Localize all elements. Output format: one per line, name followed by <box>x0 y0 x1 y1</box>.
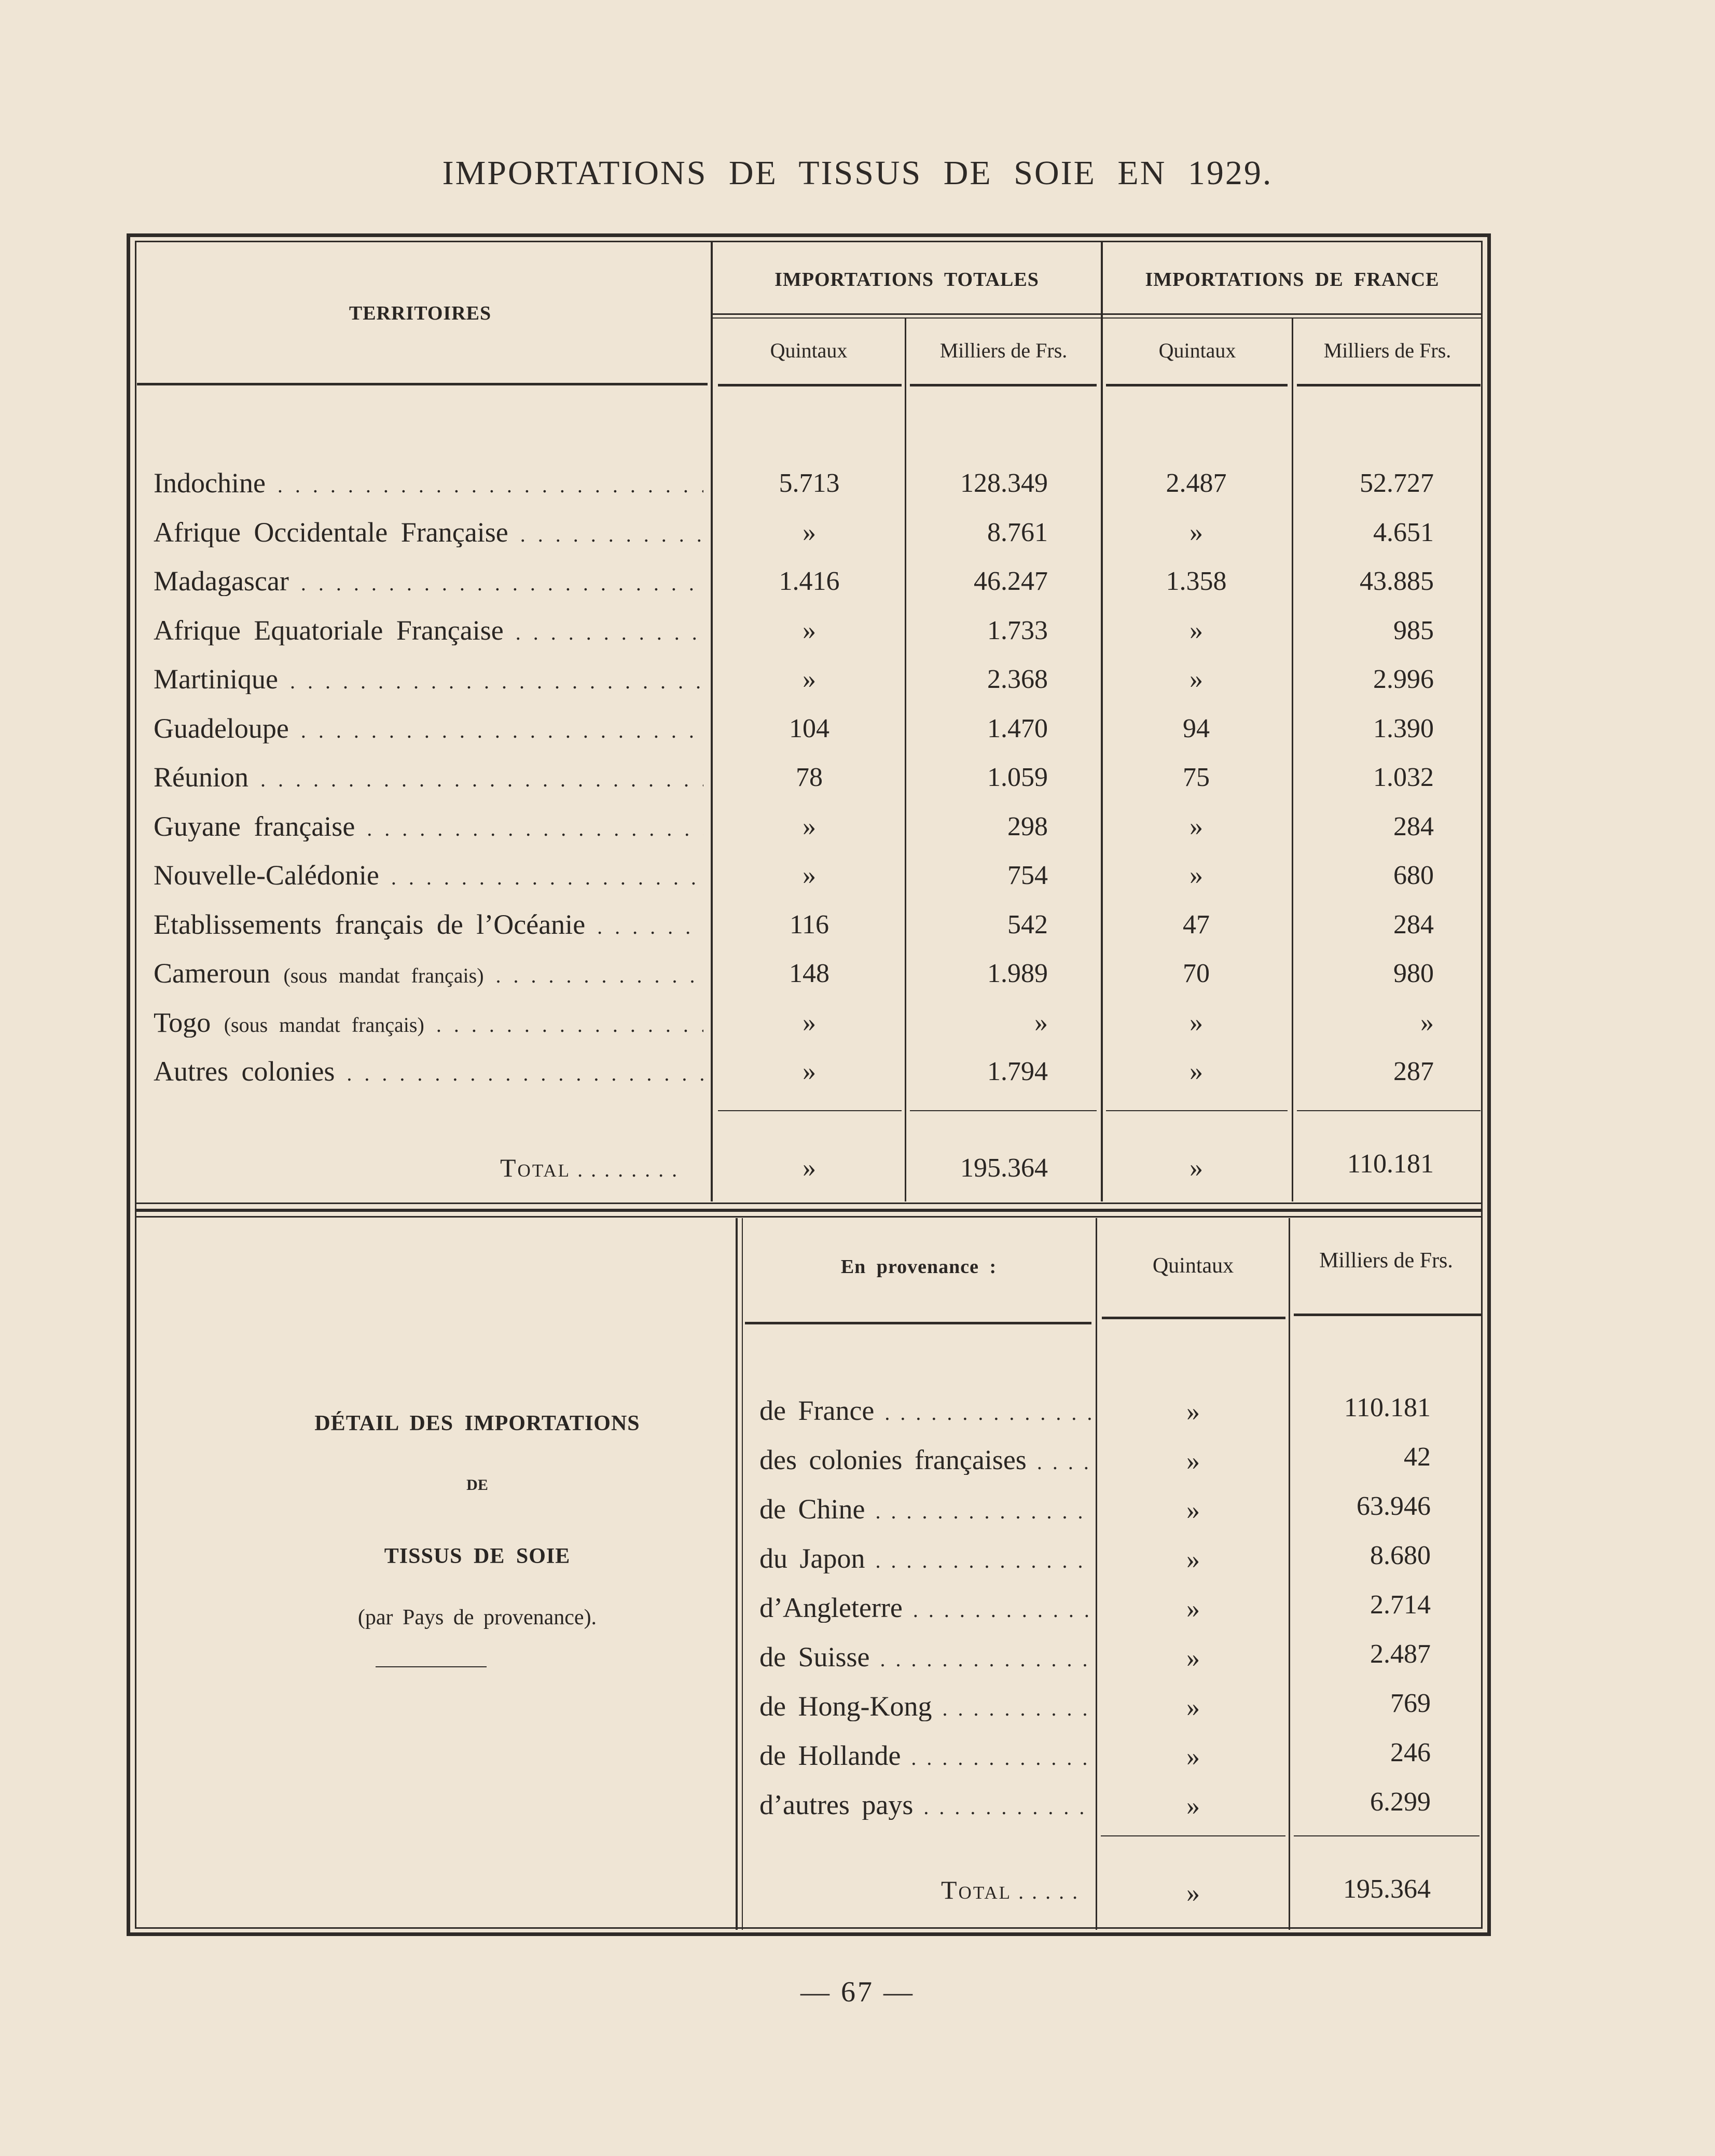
cell-m-fr: 985 <box>1393 616 1434 645</box>
cell-m-tot: » <box>1034 1008 1048 1038</box>
cell-m-tot: 298 <box>1007 812 1048 841</box>
total-m-fr: 110.181 <box>1347 1149 1434 1179</box>
cell-q-fr: 75 <box>1183 763 1210 792</box>
subheader-milliers-tot: Milliers de Frs. <box>939 339 1068 362</box>
section-separator-2 <box>136 1209 1482 1212</box>
detail-divider-3 <box>1289 1218 1290 1930</box>
rule-total-1 <box>718 1110 902 1111</box>
row-label: Nouvelle-Calédonie . . . <box>154 859 703 890</box>
divider-totales-france <box>1101 242 1103 1201</box>
subheader-quintaux-tot: Quintaux <box>770 339 848 362</box>
cell-q-fr: 47 <box>1183 910 1210 939</box>
cell-m-fr: 980 <box>1393 959 1434 988</box>
cell-q-tot: » <box>803 812 816 841</box>
rule-sub-2 <box>713 317 1101 319</box>
rule-header-1 <box>137 383 708 385</box>
page-number: — 67 — <box>800 1976 915 2008</box>
rule-total-2 <box>910 1110 1097 1111</box>
detail-row-label: de Hollande . . . <box>759 1739 1091 1771</box>
detail-cell-q: » <box>1186 1496 1200 1525</box>
total-q-tot: » <box>803 1153 816 1183</box>
cell-q-tot: 1.416 <box>779 566 840 596</box>
cell-m-fr: 2.996 <box>1373 665 1434 694</box>
cell-q-tot: » <box>803 1008 816 1038</box>
detail-cell-m: 8.680 <box>1370 1541 1431 1570</box>
cell-q-fr: » <box>1190 616 1203 645</box>
detail-total-label: Total . . . . . <box>941 1875 1080 1904</box>
total-label: Total . . . . . . . . <box>500 1153 679 1182</box>
detail-cell-m: 246 <box>1390 1738 1431 1767</box>
detail-row-label: de France . . . <box>759 1394 1091 1426</box>
header-importations-france: IMPORTATIONS DE FRANCE <box>1145 269 1440 291</box>
row-label: Réunion . . . <box>154 761 703 792</box>
row-label: Indochine . . . <box>154 467 703 498</box>
row-label: Guyane française . . . <box>154 810 703 841</box>
detail-cell-m: 2.714 <box>1370 1590 1431 1620</box>
cell-q-fr: » <box>1190 1057 1203 1086</box>
cell-q-tot: 148 <box>789 959 829 988</box>
rule-header-5 <box>1297 384 1481 386</box>
cell-m-tot: 1.794 <box>987 1057 1048 1086</box>
cell-m-tot: 128.349 <box>960 468 1048 498</box>
detail-cell-q: » <box>1186 1397 1200 1427</box>
detail-side-note: (par Pays de provenance). <box>357 1606 597 1629</box>
cell-q-tot: » <box>803 518 816 547</box>
detail-divider-1 <box>736 1218 738 1930</box>
detail-row-label: de Suisse . . . <box>759 1641 1091 1672</box>
detail-total-rule-1 <box>1101 1835 1285 1836</box>
cell-q-tot: » <box>803 616 816 645</box>
cell-q-fr: 70 <box>1183 959 1210 988</box>
detail-cell-m: 6.299 <box>1370 1787 1431 1817</box>
detail-cell-m: 2.487 <box>1370 1639 1431 1669</box>
detail-divider-1b <box>742 1218 743 1930</box>
detail-cell-q: » <box>1186 1791 1200 1821</box>
rule-header-4 <box>1106 384 1288 386</box>
cell-m-tot: 1.470 <box>987 714 1048 743</box>
rule-sub-1 <box>713 313 1101 315</box>
cell-m-tot: 542 <box>1007 910 1048 939</box>
cell-q-fr: » <box>1190 812 1203 841</box>
cell-m-fr: 4.651 <box>1373 518 1434 547</box>
divider-fr-cols <box>1292 317 1293 1201</box>
row-label: Afrique Equatoriale Française . . . <box>154 614 703 645</box>
header-detail-quintaux: Quintaux <box>1152 1254 1234 1278</box>
divider-territoires <box>711 242 713 1201</box>
cell-m-tot: 8.761 <box>987 518 1048 547</box>
detail-side-title-1: DÉTAIL DES IMPORTATIONS <box>314 1412 640 1435</box>
cell-m-fr: 1.390 <box>1373 714 1434 743</box>
detail-row-label: du Japon . . . <box>759 1542 1091 1573</box>
cell-q-tot: » <box>803 861 816 890</box>
cell-m-tot: 1.059 <box>987 763 1048 792</box>
cell-m-fr: 284 <box>1393 910 1434 939</box>
total-q-fr: » <box>1190 1153 1203 1183</box>
rule-header-3 <box>910 384 1097 386</box>
detail-cell-m: 63.946 <box>1357 1491 1431 1521</box>
detail-cell-q: » <box>1186 1446 1200 1476</box>
cell-q-tot: » <box>803 665 816 694</box>
detail-row-label: de Hong-Kong . . . <box>759 1690 1091 1721</box>
detail-total-q: » <box>1186 1878 1200 1908</box>
detail-total-rule-2 <box>1294 1835 1479 1836</box>
detail-divider-2 <box>1096 1218 1097 1930</box>
cell-q-fr: » <box>1190 665 1203 694</box>
cell-m-tot: 46.247 <box>974 566 1048 596</box>
cell-m-tot: 1.989 <box>987 959 1048 988</box>
rule-sub-4 <box>1103 317 1482 319</box>
detail-total-m: 195.364 <box>1343 1874 1431 1904</box>
detail-cell-q: » <box>1186 1742 1200 1772</box>
cell-q-fr: 2.487 <box>1166 468 1227 498</box>
cell-m-fr: 52.727 <box>1360 468 1434 498</box>
cell-q-tot: 78 <box>796 763 823 792</box>
detail-row-label: d’autres pays . . . <box>759 1789 1091 1820</box>
cell-m-tot: 754 <box>1007 861 1048 890</box>
rule-header-2 <box>718 384 902 386</box>
header-importations-totales: IMPORTATIONS TOTALES <box>774 269 1039 291</box>
section-separator-3 <box>136 1216 1482 1218</box>
cell-q-tot: 5.713 <box>779 468 840 498</box>
row-label: Guadeloupe . . . <box>154 712 703 743</box>
cell-m-fr: 680 <box>1393 861 1434 890</box>
detail-side-title-2: DE <box>466 1476 488 1494</box>
row-label: Martinique . . . <box>154 663 703 694</box>
detail-row-label: de Chine . . . <box>759 1493 1091 1524</box>
detail-row-label: d’Angleterre . . . <box>759 1592 1091 1623</box>
cell-q-fr: 94 <box>1183 714 1210 743</box>
detail-cell-q: » <box>1186 1643 1200 1673</box>
row-label: Cameroun (sous mandat français) . . . <box>154 957 703 988</box>
detail-cell-m: 769 <box>1390 1689 1431 1718</box>
rule-sub-3 <box>1103 313 1482 315</box>
cell-q-tot: 104 <box>789 714 829 743</box>
detail-cell-q: » <box>1186 1594 1200 1624</box>
cell-m-fr: 1.032 <box>1373 763 1434 792</box>
cell-m-fr: 287 <box>1393 1057 1434 1086</box>
cell-q-tot: 116 <box>789 910 829 939</box>
section-separator-1 <box>136 1203 1482 1204</box>
detail-cell-m: 42 <box>1404 1442 1431 1472</box>
detail-cell-m: 110.181 <box>1344 1393 1431 1422</box>
cell-m-fr: 43.885 <box>1360 566 1434 596</box>
header-provenance: En provenance : <box>840 1256 997 1278</box>
detail-header-rule-2 <box>1102 1317 1285 1319</box>
header-territoires: TERRITOIRES <box>349 302 492 324</box>
detail-header-rule-3 <box>1294 1314 1482 1316</box>
row-label: Madagascar . . . <box>154 565 703 596</box>
detail-cell-q: » <box>1186 1693 1200 1722</box>
cell-m-fr: 284 <box>1393 812 1434 841</box>
cell-q-fr: » <box>1190 518 1203 547</box>
row-label: Togo (sous mandat français) . . . <box>154 1006 703 1038</box>
total-m-tot: 195.364 <box>960 1153 1048 1183</box>
rule-total-4 <box>1297 1110 1481 1111</box>
divider-tot-cols <box>905 317 906 1201</box>
row-label: Afrique Occidentale Française . . . <box>154 516 703 547</box>
header-detail-milliers: Milliers de Frs. <box>1319 1249 1453 1273</box>
cell-m-fr: » <box>1420 1008 1434 1038</box>
rule-total-3 <box>1106 1110 1288 1111</box>
detail-side-rule <box>376 1666 487 1667</box>
page-title: IMPORTATIONS DE TISSUS DE SOIE EN 1929. <box>442 154 1273 192</box>
cell-q-fr: » <box>1190 1008 1203 1038</box>
subheader-quintaux-fr: Quintaux <box>1158 339 1236 362</box>
cell-q-tot: » <box>803 1057 816 1086</box>
detail-cell-q: » <box>1186 1545 1200 1574</box>
row-label: Autres colonies . . . <box>154 1055 703 1086</box>
detail-side-title-3: TISSUS DE SOIE <box>384 1544 571 1568</box>
detail-header-rule-1 <box>745 1322 1091 1324</box>
subheader-milliers-fr: Milliers de Frs. <box>1323 339 1451 362</box>
row-label: Etablissements français de l’Océanie . . . <box>154 908 703 939</box>
cell-q-fr: » <box>1190 861 1203 890</box>
cell-m-tot: 2.368 <box>987 665 1048 694</box>
cell-q-fr: 1.358 <box>1166 566 1227 596</box>
cell-m-tot: 1.733 <box>987 616 1048 645</box>
detail-row-label: des colonies françaises . . . <box>759 1444 1091 1475</box>
